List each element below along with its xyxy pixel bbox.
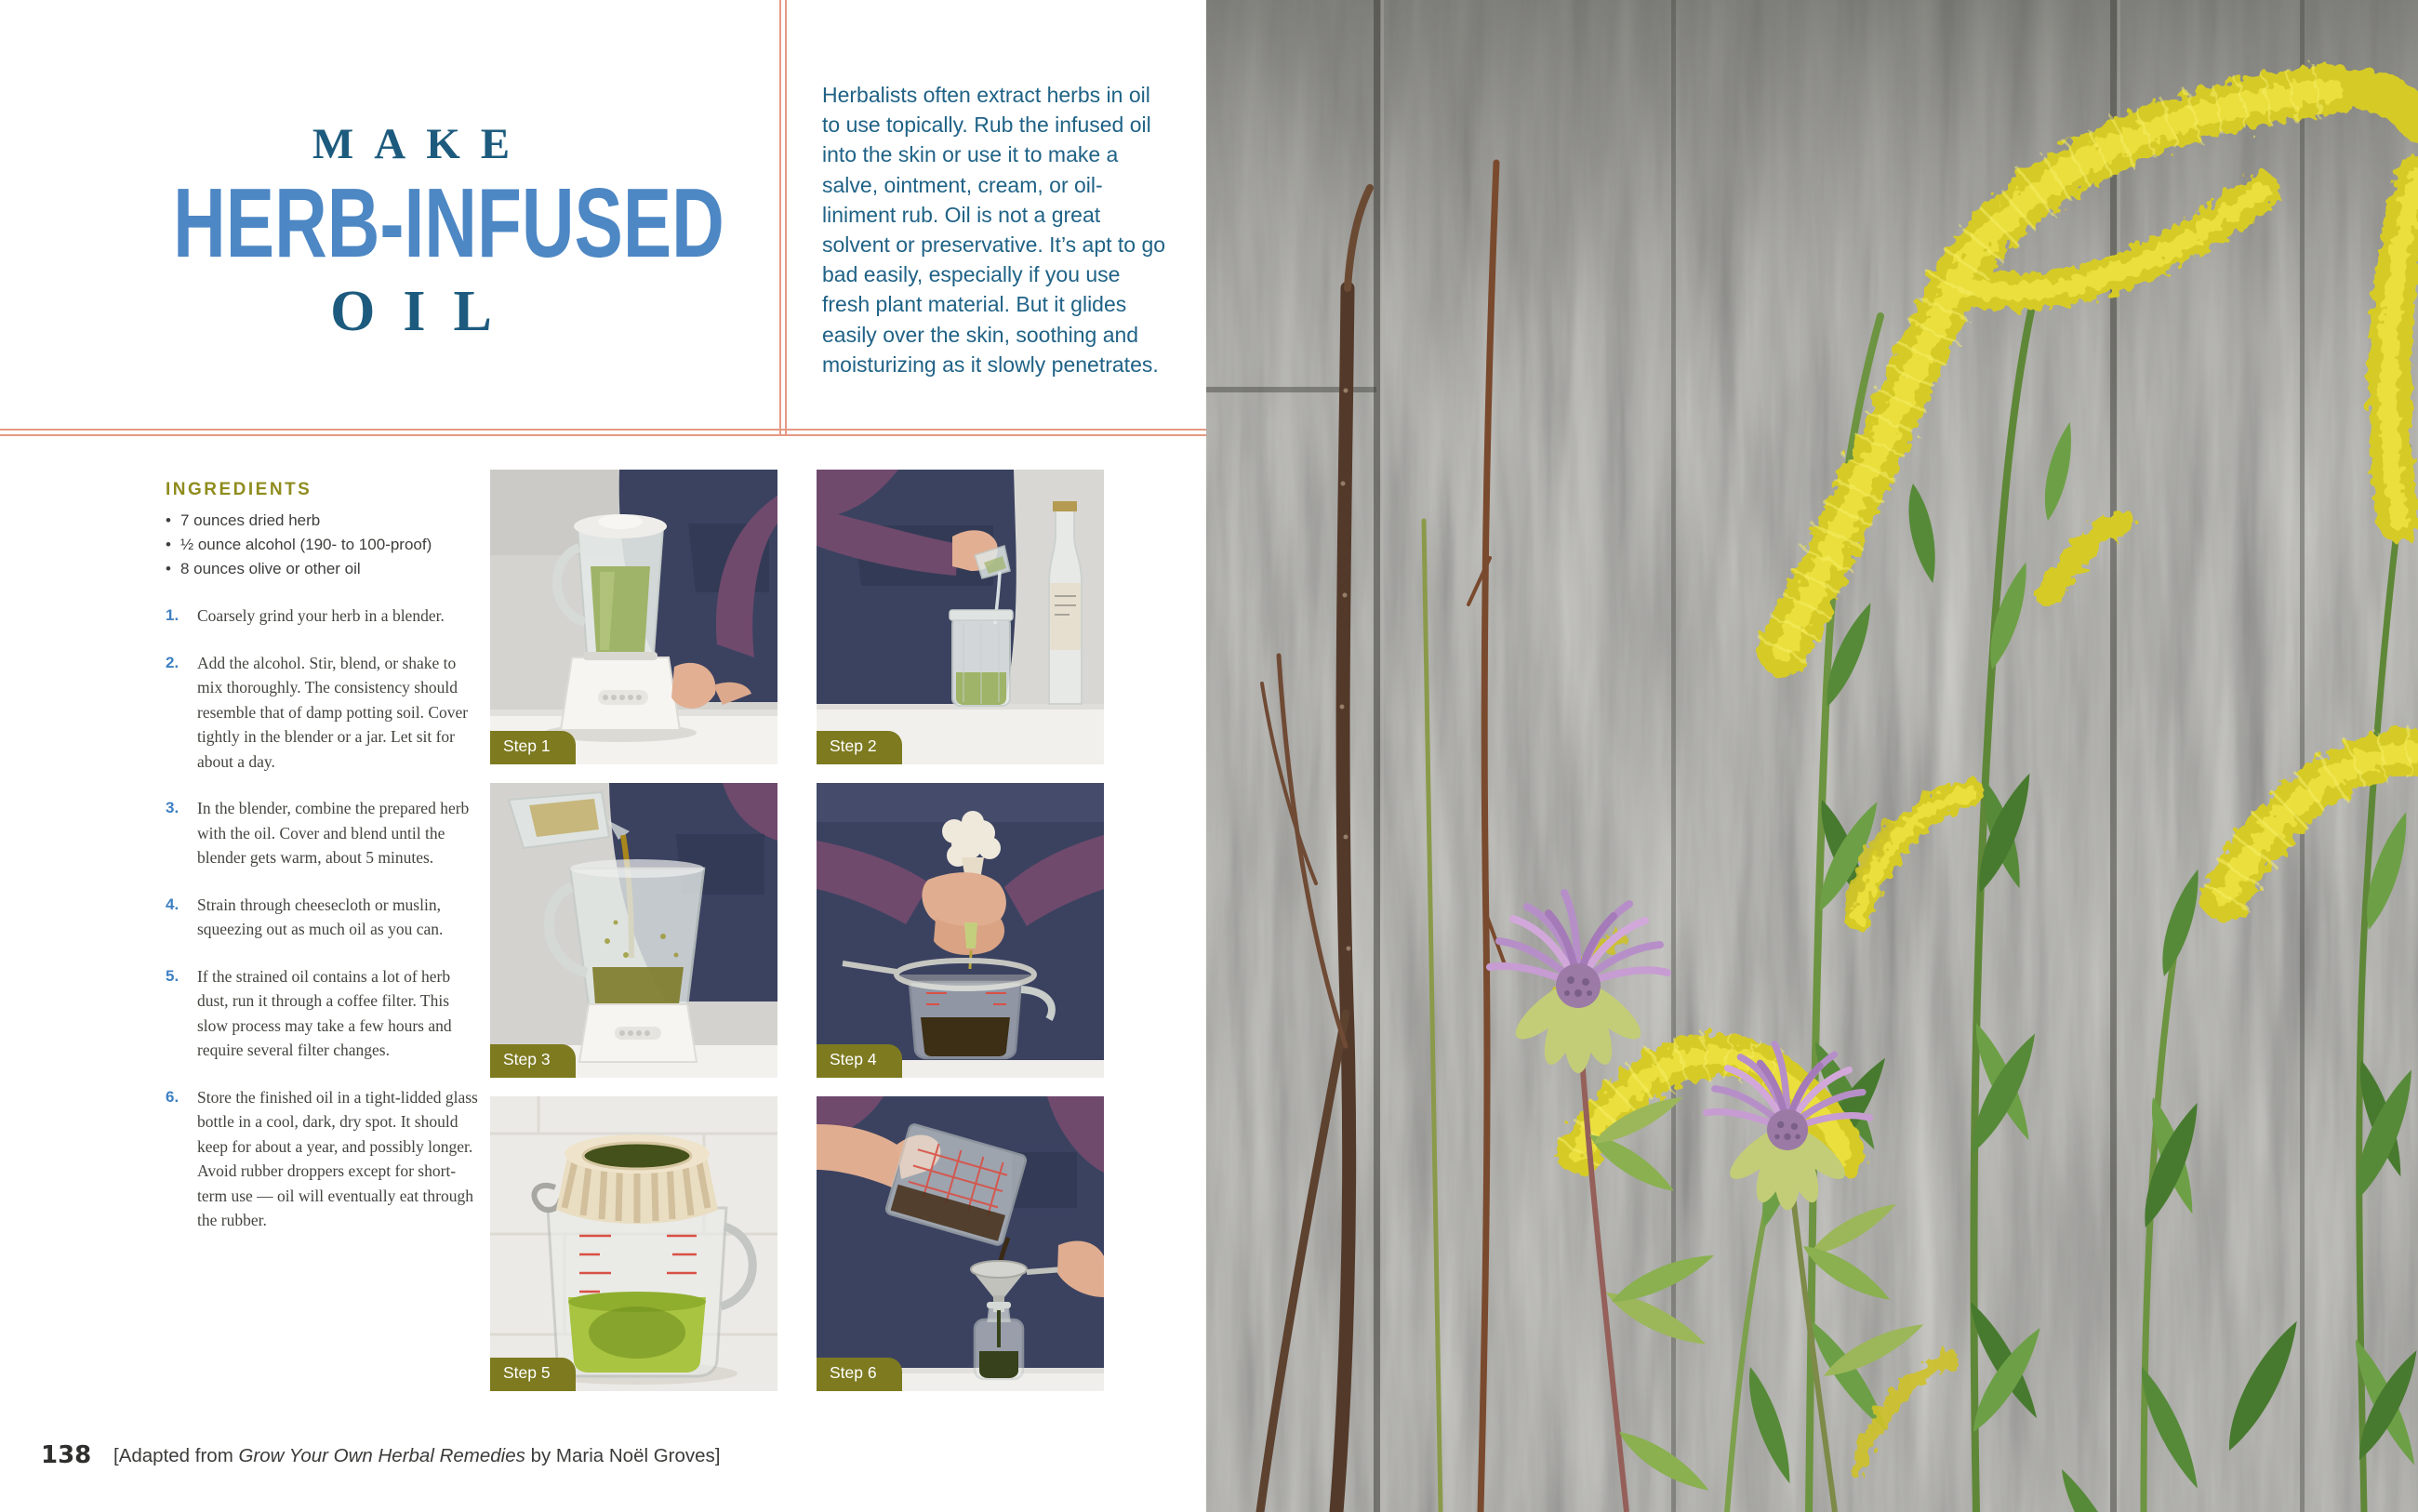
page-number: 138	[41, 1441, 92, 1469]
title-sub: OIL	[330, 280, 520, 343]
ingredient-text: 8 ounces olive or other oil	[179, 560, 361, 577]
ingredient-text: ½ ounce alcohol (190- to 100-proof)	[179, 536, 432, 553]
step-text: Coarsely grind your herb in a blender.	[197, 606, 445, 625]
step-number: 4.	[166, 895, 179, 913]
step-number: 3.	[166, 799, 179, 816]
step-photo-label: Step 2	[817, 731, 902, 764]
step-photo-label: Step 3	[490, 1044, 576, 1078]
step-item-6	[166, 1085, 484, 1233]
cheesecloth-squeeze-illustration	[817, 783, 1104, 1078]
vertical-rule-inner	[785, 0, 787, 435]
goldenrod-beebalm-photo	[1206, 0, 2418, 1512]
step-photo-3	[490, 783, 777, 1078]
ingredient-item	[166, 533, 484, 557]
ingredient-item	[166, 509, 484, 533]
alcohol-pour-illustration	[817, 470, 1104, 764]
horizontal-rule-inner	[0, 434, 1206, 436]
attribution-prefix: [Adapted from	[113, 1445, 239, 1466]
recipe-column	[166, 480, 484, 1233]
step-number: 2.	[166, 653, 179, 671]
step-item-4	[166, 893, 484, 942]
oil-pour-illustration	[490, 783, 777, 1078]
step-number: 6.	[166, 1087, 179, 1106]
step-photo-label: Step 4	[817, 1044, 902, 1078]
attribution-book-title: Grow Your Own Herbal Remedies	[238, 1445, 525, 1466]
coffee-filter-illustration	[490, 1096, 777, 1391]
vertical-rule-outer	[779, 0, 781, 435]
step-item-2	[166, 651, 484, 775]
flora-illustration	[1206, 0, 2418, 1512]
step-photo-2	[817, 470, 1104, 764]
step-text: Add the alcohol. Stir, blend, or shake to mix thoroughly. The consistency should resemble that of damp potting soil. Cover tightly in the blender or a jar. Let sit for about a day.	[197, 653, 469, 771]
blender-base	[579, 1004, 697, 1062]
attribution-suffix: by Maria Noël Groves]	[525, 1445, 721, 1466]
step-text: If the strained oil contains a lot of herb dust, run it through a coffee filter. This slow process may take a few hours and require several filter changes.	[197, 966, 452, 1059]
bullet-glyph: •	[166, 511, 171, 529]
step-item-5	[166, 964, 484, 1063]
step-text: In the blender, combine the prepared herb with the oil. Cover and blend until the blender gets warm, about 5 minutes.	[197, 799, 470, 867]
step-photo-5	[490, 1096, 777, 1391]
step-item-3	[166, 796, 484, 870]
step-number: 1.	[166, 606, 179, 624]
step-photo-label: Step 6	[817, 1358, 902, 1391]
step-photo-4	[817, 783, 1104, 1078]
step-number: 5.	[166, 966, 179, 985]
step-photo-1	[490, 470, 777, 764]
blender-grinding-illustration	[490, 470, 777, 764]
coffee-filter	[556, 1134, 718, 1224]
step-photo-label: Step 5	[490, 1358, 576, 1391]
page-title	[76, 119, 746, 345]
step-item-1	[166, 603, 484, 629]
horizontal-rule-outer	[0, 429, 1206, 431]
ingredients-heading: INGREDIENTS	[166, 480, 312, 499]
attribution-line	[113, 1445, 721, 1467]
title-main: HERB-INFUSED	[173, 168, 724, 278]
step-text: Store the finished oil in a tight-lidded glass bottle in a cool, dark, dry spot. It should keep for about a year, and possibly longer. Avoid rubber droppers except for short-term use — oil will eventually eat through the rubber.	[197, 1087, 478, 1229]
bullet-glyph: •	[166, 560, 171, 577]
step-photo-6	[817, 1096, 1104, 1391]
step-text: Strain through cheesecloth or muslin, squeezing out as much oil as you can.	[197, 895, 444, 938]
funnel-bottle-illustration	[817, 1096, 1104, 1391]
title-kicker: MAKE	[312, 120, 531, 168]
bullet-glyph: •	[166, 536, 171, 553]
step-photo-label: Step 1	[490, 731, 576, 764]
mason-jar	[950, 610, 1013, 706]
ingredient-item	[166, 557, 484, 581]
ingredient-text: 7 ounces dried herb	[179, 511, 321, 529]
intro-paragraph: Herbalists often extract herbs in oil to use topically. Rub the infused oil into the skin or use it to make a salve, ointment, cream, or oil-liniment rub. Oil is not a great solvent or preservative. It’s apt to go bad easily, especially if you use fresh plant material. But it glides easily over the skin, soothing and moisturizing as it slowly penetrates.	[822, 83, 1166, 377]
